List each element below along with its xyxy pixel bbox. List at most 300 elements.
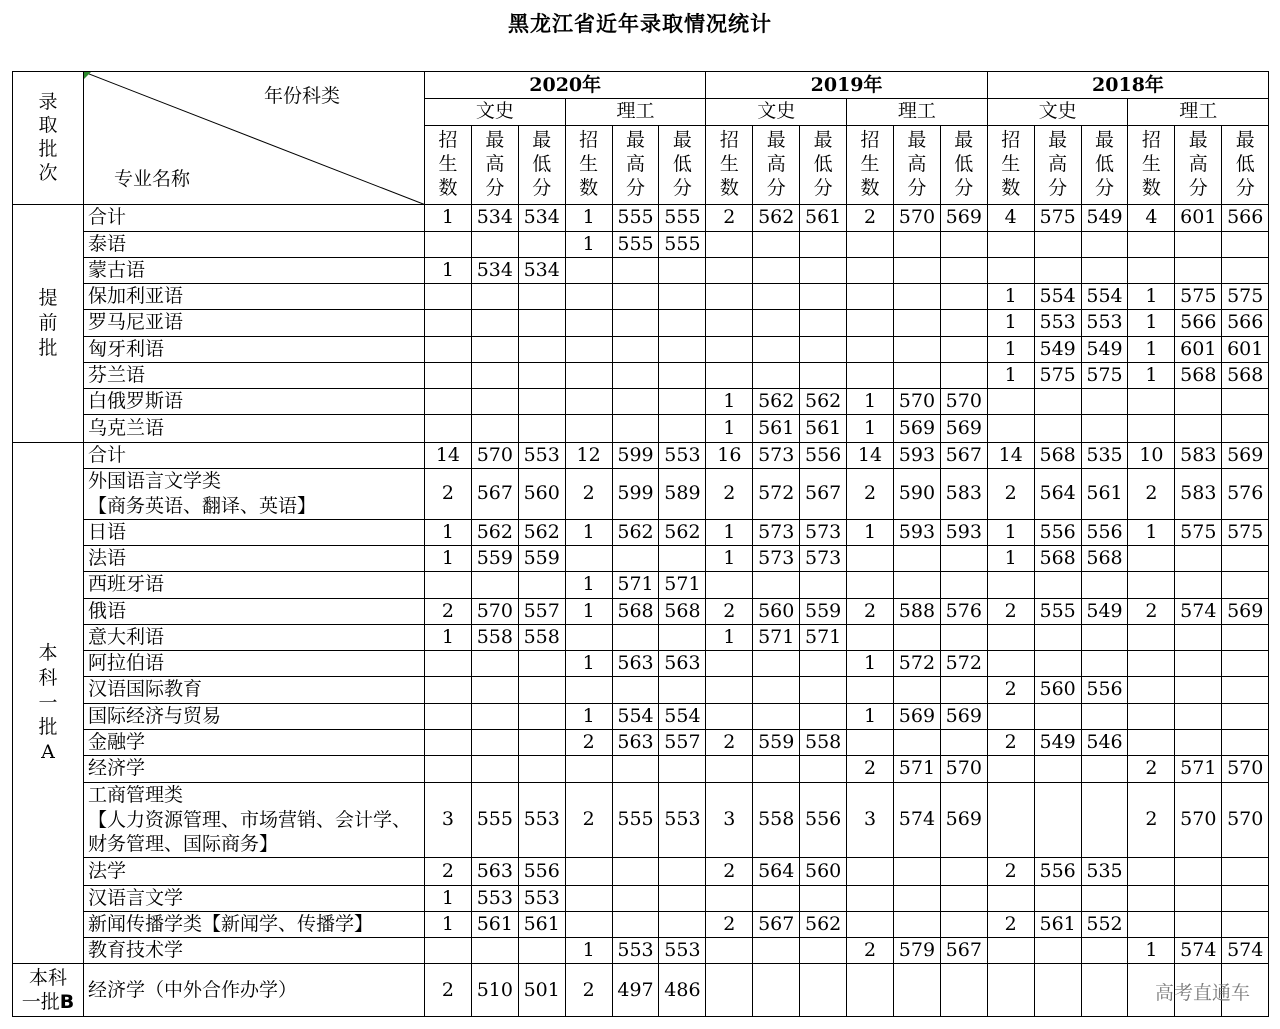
value-cell: 1 bbox=[847, 519, 894, 545]
value-cell: 561 bbox=[1081, 468, 1128, 519]
value-cell: 553 bbox=[1081, 310, 1128, 336]
value-cell: 497 bbox=[612, 964, 659, 1017]
value-cell: 1 bbox=[987, 362, 1034, 388]
value-cell: 569 bbox=[940, 415, 987, 442]
value-cell bbox=[659, 677, 706, 703]
value-cell bbox=[659, 257, 706, 283]
batch-header-label: 录 取 批 次 bbox=[38, 90, 58, 184]
value-cell: 1 bbox=[425, 885, 472, 911]
value-cell bbox=[1128, 858, 1175, 885]
value-cell: 561 bbox=[518, 911, 565, 937]
value-cell: 3 bbox=[425, 782, 472, 858]
value-cell bbox=[1175, 858, 1222, 885]
major-name-cell: 汉语言文学 bbox=[84, 885, 425, 911]
major-name-cell: 合计 bbox=[84, 205, 425, 231]
batch-header bbox=[13, 72, 84, 205]
value-cell: 564 bbox=[753, 858, 800, 885]
year-header: 2020年 bbox=[425, 72, 706, 99]
value-cell: 4 bbox=[1128, 205, 1175, 231]
value-cell: 1 bbox=[565, 703, 612, 729]
value-cell bbox=[987, 782, 1034, 858]
value-cell bbox=[1222, 389, 1269, 415]
table-row bbox=[13, 572, 1269, 598]
value-cell: 1 bbox=[706, 389, 753, 415]
table-row bbox=[13, 858, 1269, 885]
value-cell: 1 bbox=[987, 519, 1034, 545]
value-cell bbox=[800, 336, 847, 362]
value-cell: 558 bbox=[800, 729, 847, 755]
major-name-cell: 乌克兰语 bbox=[84, 415, 425, 442]
value-cell bbox=[940, 362, 987, 388]
value-cell bbox=[1222, 911, 1269, 937]
value-cell: 10 bbox=[1128, 442, 1175, 468]
value-cell bbox=[847, 964, 894, 1017]
subcolumn-header: 最 低 分 bbox=[800, 125, 847, 205]
value-cell bbox=[1175, 389, 1222, 415]
value-cell bbox=[425, 336, 472, 362]
subcolumn-header: 最 低 分 bbox=[940, 125, 987, 205]
table-row bbox=[13, 782, 1269, 858]
value-cell bbox=[800, 572, 847, 598]
value-cell bbox=[706, 572, 753, 598]
value-cell bbox=[425, 415, 472, 442]
value-cell bbox=[987, 964, 1034, 1017]
value-cell bbox=[1175, 729, 1222, 755]
value-cell: 555 bbox=[659, 231, 706, 257]
value-cell: 554 bbox=[612, 703, 659, 729]
value-cell bbox=[893, 546, 940, 572]
major-name-cell: 金融学 bbox=[84, 729, 425, 755]
value-cell: 553 bbox=[471, 885, 518, 911]
category-header: 文史 bbox=[706, 99, 847, 125]
value-cell: 549 bbox=[1034, 729, 1081, 755]
value-cell: 1 bbox=[1128, 336, 1175, 362]
value-cell bbox=[753, 651, 800, 677]
major-name-cell: 法学 bbox=[84, 858, 425, 885]
value-cell: 601 bbox=[1175, 205, 1222, 231]
table-row bbox=[13, 598, 1269, 624]
value-cell bbox=[1222, 546, 1269, 572]
value-cell bbox=[847, 284, 894, 310]
subcolumn-header: 最 高 分 bbox=[893, 125, 940, 205]
value-cell: 2 bbox=[565, 729, 612, 755]
value-cell: 575 bbox=[1034, 205, 1081, 231]
value-cell: 599 bbox=[612, 442, 659, 468]
value-cell bbox=[753, 362, 800, 388]
value-cell: 2 bbox=[425, 964, 472, 1017]
value-cell bbox=[987, 651, 1034, 677]
value-cell bbox=[565, 911, 612, 937]
value-cell bbox=[471, 415, 518, 442]
value-cell bbox=[1175, 911, 1222, 937]
value-cell: 2 bbox=[987, 598, 1034, 624]
major-name-cell: 经济学（中外合作办学） bbox=[84, 964, 425, 1017]
major-name-cell: 白俄罗斯语 bbox=[84, 389, 425, 415]
value-cell: 560 bbox=[800, 858, 847, 885]
value-cell bbox=[565, 284, 612, 310]
value-cell bbox=[753, 756, 800, 782]
value-cell: 563 bbox=[471, 858, 518, 885]
major-name-cell: 意大利语 bbox=[84, 624, 425, 650]
batch-cell: 本科 一批B bbox=[13, 964, 84, 1017]
value-cell bbox=[425, 389, 472, 415]
value-cell bbox=[1081, 782, 1128, 858]
value-cell bbox=[1034, 703, 1081, 729]
value-cell: 567 bbox=[753, 911, 800, 937]
value-cell bbox=[612, 677, 659, 703]
value-cell: 535 bbox=[1081, 442, 1128, 468]
value-cell: 2 bbox=[987, 729, 1034, 755]
value-cell bbox=[659, 546, 706, 572]
value-cell: 561 bbox=[753, 415, 800, 442]
value-cell bbox=[706, 885, 753, 911]
value-cell bbox=[847, 572, 894, 598]
value-cell: 2 bbox=[706, 468, 753, 519]
major-name-cell: 泰语 bbox=[84, 231, 425, 257]
major-name-cell: 匈牙利语 bbox=[84, 336, 425, 362]
value-cell bbox=[1128, 885, 1175, 911]
value-cell bbox=[800, 677, 847, 703]
value-cell: 1 bbox=[987, 284, 1034, 310]
value-cell: 1 bbox=[425, 519, 472, 545]
value-cell: 572 bbox=[893, 651, 940, 677]
value-cell: 556 bbox=[518, 858, 565, 885]
value-cell bbox=[893, 572, 940, 598]
value-cell: 599 bbox=[612, 468, 659, 519]
value-cell: 572 bbox=[940, 651, 987, 677]
value-cell bbox=[847, 257, 894, 283]
value-cell bbox=[425, 651, 472, 677]
value-cell: 583 bbox=[1175, 468, 1222, 519]
value-cell bbox=[518, 572, 565, 598]
value-cell: 1 bbox=[425, 546, 472, 572]
value-cell: 566 bbox=[1222, 205, 1269, 231]
value-cell bbox=[847, 858, 894, 885]
value-cell: 575 bbox=[1222, 284, 1269, 310]
value-cell: 559 bbox=[471, 546, 518, 572]
value-cell bbox=[518, 310, 565, 336]
value-cell: 562 bbox=[800, 389, 847, 415]
value-cell: 559 bbox=[518, 546, 565, 572]
value-cell bbox=[753, 964, 800, 1017]
table-row bbox=[13, 362, 1269, 388]
value-cell bbox=[987, 885, 1034, 911]
value-cell bbox=[518, 677, 565, 703]
value-cell: 562 bbox=[659, 519, 706, 545]
value-cell bbox=[471, 677, 518, 703]
value-cell: 535 bbox=[1081, 858, 1128, 885]
value-cell: 2 bbox=[987, 911, 1034, 937]
category-header: 理工 bbox=[1128, 99, 1269, 125]
subcolumn-header: 最 低 分 bbox=[1081, 125, 1128, 205]
value-cell: 559 bbox=[800, 598, 847, 624]
major-name-cell: 国际经济与贸易 bbox=[84, 703, 425, 729]
value-cell bbox=[1222, 624, 1269, 650]
value-cell: 560 bbox=[1034, 677, 1081, 703]
value-cell bbox=[518, 729, 565, 755]
value-cell: 556 bbox=[1081, 677, 1128, 703]
value-cell bbox=[1034, 624, 1081, 650]
value-cell bbox=[1175, 624, 1222, 650]
value-cell: 560 bbox=[753, 598, 800, 624]
value-cell bbox=[706, 310, 753, 336]
value-cell bbox=[518, 362, 565, 388]
value-cell: 3 bbox=[847, 782, 894, 858]
category-header: 理工 bbox=[565, 99, 706, 125]
table-row bbox=[13, 231, 1269, 257]
value-cell bbox=[612, 415, 659, 442]
value-cell: 568 bbox=[659, 598, 706, 624]
value-cell: 558 bbox=[518, 624, 565, 650]
table-row bbox=[13, 756, 1269, 782]
value-cell bbox=[800, 231, 847, 257]
value-cell bbox=[1175, 703, 1222, 729]
value-cell bbox=[565, 546, 612, 572]
value-cell: 583 bbox=[940, 468, 987, 519]
value-cell: 534 bbox=[518, 257, 565, 283]
value-cell bbox=[1034, 257, 1081, 283]
value-cell bbox=[471, 231, 518, 257]
value-cell: 566 bbox=[1222, 310, 1269, 336]
value-cell bbox=[471, 572, 518, 598]
value-cell: 558 bbox=[471, 624, 518, 650]
value-cell bbox=[1081, 938, 1128, 964]
diagonal-header-cell bbox=[84, 72, 425, 205]
value-cell: 553 bbox=[612, 938, 659, 964]
value-cell bbox=[1128, 546, 1175, 572]
value-cell bbox=[847, 336, 894, 362]
value-cell bbox=[753, 284, 800, 310]
value-cell bbox=[706, 677, 753, 703]
value-cell: 568 bbox=[1081, 546, 1128, 572]
value-cell: 553 bbox=[518, 442, 565, 468]
value-cell bbox=[612, 362, 659, 388]
value-cell bbox=[565, 336, 612, 362]
value-cell bbox=[893, 911, 940, 937]
value-cell: 567 bbox=[940, 442, 987, 468]
table-row bbox=[13, 964, 1269, 1017]
value-cell bbox=[800, 284, 847, 310]
value-cell: 1 bbox=[1128, 310, 1175, 336]
value-cell: 1 bbox=[706, 415, 753, 442]
value-cell: 2 bbox=[987, 858, 1034, 885]
value-cell: 557 bbox=[518, 598, 565, 624]
value-cell: 549 bbox=[1081, 598, 1128, 624]
value-cell: 560 bbox=[518, 468, 565, 519]
value-cell bbox=[706, 231, 753, 257]
value-cell bbox=[1222, 858, 1269, 885]
value-cell bbox=[612, 389, 659, 415]
value-cell: 571 bbox=[800, 624, 847, 650]
subcolumn-header: 招 生 数 bbox=[987, 125, 1034, 205]
value-cell bbox=[753, 677, 800, 703]
value-cell: 553 bbox=[659, 442, 706, 468]
value-cell bbox=[1034, 572, 1081, 598]
value-cell: 1 bbox=[425, 257, 472, 283]
value-cell: 549 bbox=[1081, 336, 1128, 362]
value-cell: 573 bbox=[753, 546, 800, 572]
value-cell bbox=[518, 756, 565, 782]
value-cell: 16 bbox=[706, 442, 753, 468]
value-cell bbox=[1175, 546, 1222, 572]
value-cell bbox=[612, 911, 659, 937]
value-cell: 1 bbox=[987, 546, 1034, 572]
value-cell: 601 bbox=[1222, 336, 1269, 362]
value-cell: 534 bbox=[471, 205, 518, 231]
value-cell: 579 bbox=[893, 938, 940, 964]
value-cell: 568 bbox=[1034, 442, 1081, 468]
value-cell: 2 bbox=[706, 858, 753, 885]
value-cell bbox=[1175, 677, 1222, 703]
table-row bbox=[13, 624, 1269, 650]
value-cell: 1 bbox=[706, 519, 753, 545]
value-cell: 576 bbox=[1222, 468, 1269, 519]
value-cell bbox=[753, 885, 800, 911]
value-cell bbox=[1128, 911, 1175, 937]
value-cell: 553 bbox=[518, 782, 565, 858]
value-cell bbox=[471, 729, 518, 755]
table-row bbox=[13, 257, 1269, 283]
value-cell bbox=[565, 756, 612, 782]
value-cell bbox=[987, 415, 1034, 442]
value-cell bbox=[893, 257, 940, 283]
value-cell: 2 bbox=[847, 468, 894, 519]
value-cell: 2 bbox=[1128, 598, 1175, 624]
value-cell: 534 bbox=[471, 257, 518, 283]
value-cell: 574 bbox=[1175, 938, 1222, 964]
value-cell bbox=[659, 310, 706, 336]
value-cell bbox=[706, 257, 753, 283]
value-cell: 2 bbox=[565, 468, 612, 519]
value-cell: 2 bbox=[706, 911, 753, 937]
value-cell: 12 bbox=[565, 442, 612, 468]
value-cell bbox=[518, 231, 565, 257]
value-cell: 593 bbox=[893, 519, 940, 545]
value-cell: 2 bbox=[425, 468, 472, 519]
value-cell: 561 bbox=[800, 205, 847, 231]
value-cell: 557 bbox=[659, 729, 706, 755]
value-cell bbox=[800, 703, 847, 729]
value-cell: 555 bbox=[659, 205, 706, 231]
value-cell: 567 bbox=[471, 468, 518, 519]
value-cell bbox=[1034, 231, 1081, 257]
value-cell: 571 bbox=[1175, 756, 1222, 782]
value-cell: 556 bbox=[1081, 519, 1128, 545]
value-cell bbox=[425, 729, 472, 755]
subcolumn-header: 招 生 数 bbox=[565, 125, 612, 205]
value-cell: 554 bbox=[1034, 284, 1081, 310]
value-cell: 553 bbox=[659, 782, 706, 858]
value-cell: 573 bbox=[800, 519, 847, 545]
value-cell bbox=[1081, 964, 1128, 1017]
value-cell: 1 bbox=[987, 336, 1034, 362]
value-cell bbox=[565, 362, 612, 388]
value-cell bbox=[1034, 415, 1081, 442]
table-row bbox=[13, 885, 1269, 911]
major-name-cell: 阿拉伯语 bbox=[84, 651, 425, 677]
value-cell bbox=[800, 310, 847, 336]
value-cell bbox=[940, 677, 987, 703]
value-cell: 2 bbox=[847, 938, 894, 964]
value-cell bbox=[893, 231, 940, 257]
value-cell: 573 bbox=[753, 519, 800, 545]
value-cell bbox=[1175, 651, 1222, 677]
value-cell: 574 bbox=[1175, 598, 1222, 624]
value-cell: 575 bbox=[1222, 519, 1269, 545]
value-cell: 554 bbox=[1081, 284, 1128, 310]
value-cell bbox=[847, 362, 894, 388]
subcolumn-header: 最 高 分 bbox=[1034, 125, 1081, 205]
value-cell bbox=[753, 703, 800, 729]
value-cell bbox=[471, 651, 518, 677]
value-cell bbox=[612, 624, 659, 650]
table-row bbox=[13, 519, 1269, 545]
value-cell bbox=[1034, 782, 1081, 858]
value-cell: 549 bbox=[1081, 205, 1128, 231]
table-row bbox=[13, 468, 1269, 519]
value-cell bbox=[1081, 756, 1128, 782]
value-cell: 2 bbox=[847, 598, 894, 624]
value-cell bbox=[1175, 231, 1222, 257]
table-row bbox=[13, 205, 1269, 231]
value-cell: 601 bbox=[1175, 336, 1222, 362]
value-cell: 583 bbox=[1175, 442, 1222, 468]
value-cell bbox=[659, 885, 706, 911]
value-cell bbox=[706, 703, 753, 729]
value-cell bbox=[1222, 729, 1269, 755]
value-cell bbox=[612, 310, 659, 336]
value-cell bbox=[659, 858, 706, 885]
table-row bbox=[13, 336, 1269, 362]
value-cell: 569 bbox=[940, 205, 987, 231]
value-cell bbox=[612, 257, 659, 283]
value-cell bbox=[565, 858, 612, 885]
value-cell: 570 bbox=[893, 389, 940, 415]
value-cell bbox=[987, 938, 1034, 964]
value-cell: 567 bbox=[800, 468, 847, 519]
value-cell: 569 bbox=[893, 415, 940, 442]
value-cell: 574 bbox=[893, 782, 940, 858]
value-cell bbox=[893, 729, 940, 755]
value-cell: 1 bbox=[425, 911, 472, 937]
value-cell: 1 bbox=[847, 703, 894, 729]
value-cell: 556 bbox=[800, 442, 847, 468]
value-cell bbox=[893, 885, 940, 911]
value-cell bbox=[1175, 415, 1222, 442]
value-cell bbox=[425, 231, 472, 257]
value-cell: 553 bbox=[1034, 310, 1081, 336]
value-cell bbox=[940, 858, 987, 885]
value-cell: 555 bbox=[471, 782, 518, 858]
value-cell: 555 bbox=[612, 205, 659, 231]
value-cell bbox=[1034, 389, 1081, 415]
value-cell: 566 bbox=[1175, 310, 1222, 336]
value-cell bbox=[612, 885, 659, 911]
value-cell: 1 bbox=[987, 310, 1034, 336]
value-cell bbox=[706, 336, 753, 362]
diagonal-header-top-label: 年份科类 bbox=[263, 85, 340, 107]
value-cell bbox=[940, 885, 987, 911]
subcolumn-header: 最 高 分 bbox=[753, 125, 800, 205]
value-cell: 571 bbox=[893, 756, 940, 782]
value-cell: 2 bbox=[706, 205, 753, 231]
value-cell: 562 bbox=[753, 205, 800, 231]
value-cell: 570 bbox=[1222, 782, 1269, 858]
value-cell: 2 bbox=[847, 205, 894, 231]
value-cell: 593 bbox=[893, 442, 940, 468]
value-cell: 2 bbox=[1128, 782, 1175, 858]
value-cell: 2 bbox=[1128, 468, 1175, 519]
